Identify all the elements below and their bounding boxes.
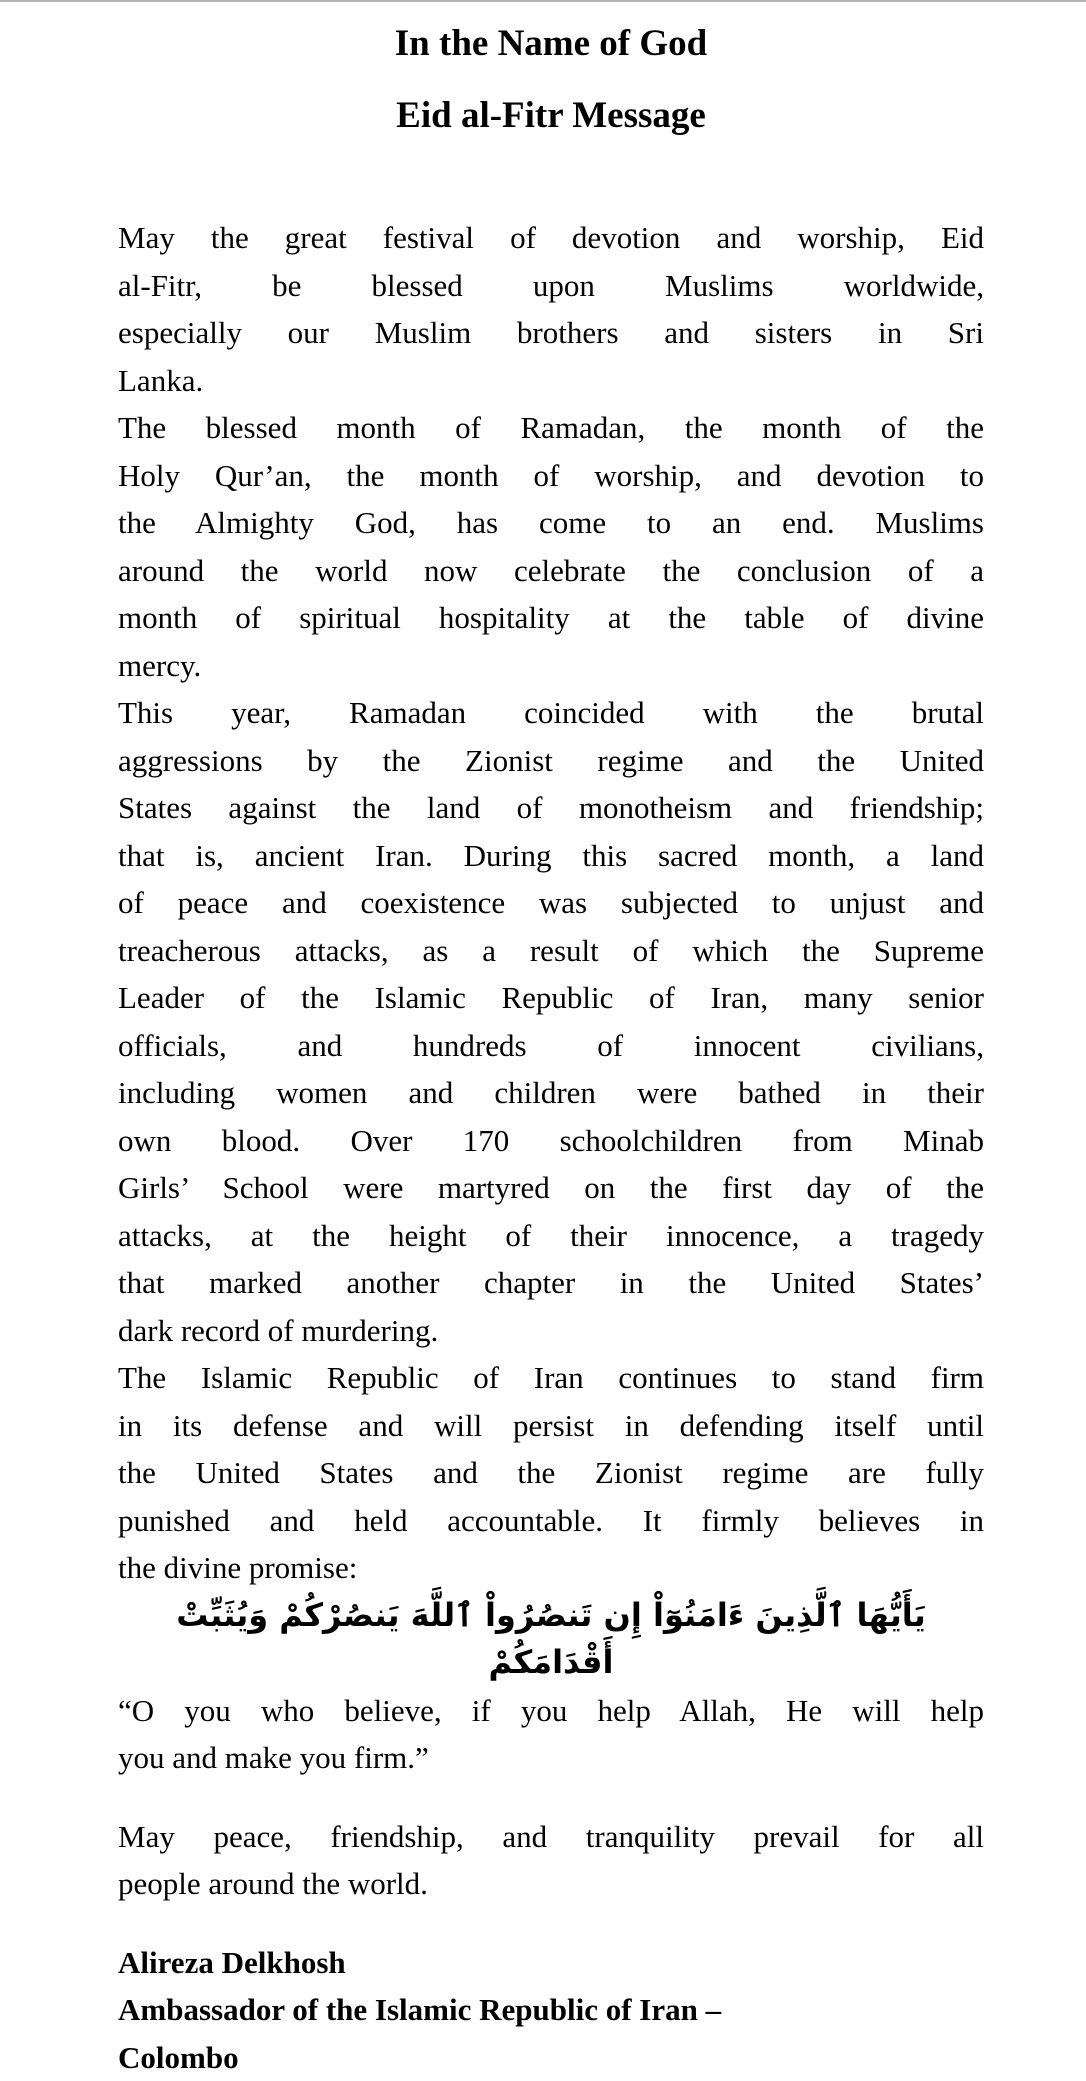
text-line: Leader of the Islamic Republic of Iran, many senior [118, 974, 984, 1022]
text-line: the United States and the Zionist regime are fully [118, 1449, 984, 1497]
text-line: treacherous attacks, as a result of which the Supreme [118, 927, 984, 975]
text-line: punished and held accountable. It firmly believes in [118, 1497, 984, 1545]
signature-name: Alireza Delkhosh [118, 1939, 984, 1987]
text-line: own blood. Over 170 schoolchildren from Minab [118, 1117, 984, 1165]
text-line: al-Fitr, be blessed upon Muslims worldwide, [118, 262, 984, 310]
signature-title: Ambassador of the Islamic Republic of Iran – [118, 1986, 984, 2034]
text-line: May peace, friendship, and tranquility prevail for all [118, 1813, 984, 1861]
paragraph-greeting [118, 214, 984, 404]
text-line: that marked another chapter in the United States’ [118, 1259, 984, 1307]
text-line: around the world now celebrate the conclusion of a [118, 547, 984, 595]
paragraph-ramadan [118, 404, 984, 689]
signature-location: Colombo [118, 2034, 984, 2081]
text-line: people around the world. [118, 1860, 984, 1908]
text-line: month of spiritual hospitality at the table of divine [118, 594, 984, 642]
text-line: including women and children were bathed in their [118, 1069, 984, 1117]
text-line: officials, and hundreds of innocent civilians, [118, 1022, 984, 1070]
top-divider [0, 0, 1086, 2]
paragraph-defense [118, 1354, 984, 1592]
text-line: attacks, at the height of their innocence, a tragedy [118, 1212, 984, 1260]
text-line: May the great festival of devotion and worship, Eid [118, 214, 984, 262]
arabic-verse: يَأَيُّهَا ٱلَّذِينَ ءَامَنُوٓاْ إِن تَنصُرُواْ ٱللَّهَ يَنصُرْكُمْ وَيُثَبِّتْ أَقْدَامَكُمْ [118, 1592, 984, 1687]
text-line: The blessed month of Ramadan, the month of the [118, 404, 984, 452]
closing-paragraph [118, 1813, 984, 1908]
text-line: The Islamic Republic of Iran continues to stand firm [118, 1354, 984, 1402]
text-line: Girls’ School were martyred on the first day of the [118, 1164, 984, 1212]
document-content [118, 22, 984, 2081]
verse-translation [118, 1687, 984, 1782]
text-line: of peace and coexistence was subjected to unjust and [118, 879, 984, 927]
message-body [118, 214, 984, 2081]
text-line: aggressions by the Zionist regime and the United [118, 737, 984, 785]
text-line: This year, Ramadan coincided with the brutal [118, 689, 984, 737]
text-line: Lanka. [118, 357, 984, 405]
text-line: mercy. [118, 642, 984, 690]
text-line: that is, ancient Iran. During this sacred month, a land [118, 832, 984, 880]
text-line: “O you who believe, if you help Allah, He will help [118, 1687, 984, 1735]
text-line: the divine promise: [118, 1544, 984, 1592]
text-line: especially our Muslim brothers and sisters in Sri [118, 309, 984, 357]
paragraph-aggressions [118, 689, 984, 1354]
text-line: the Almighty God, has come to an end. Muslims [118, 499, 984, 547]
text-line: in its defense and will persist in defending itself until [118, 1402, 984, 1450]
text-line: Holy Qur’an, the month of worship, and devotion to [118, 452, 984, 500]
text-line: dark record of murdering. [118, 1307, 984, 1355]
signature-block [118, 1939, 984, 2081]
text-line: you and make you firm.” [118, 1734, 984, 1782]
text-line: States against the land of monotheism and friendship; [118, 784, 984, 832]
document-subtitle: Eid al-Fitr Message [118, 94, 984, 138]
document-title: In the Name of God [118, 22, 984, 66]
